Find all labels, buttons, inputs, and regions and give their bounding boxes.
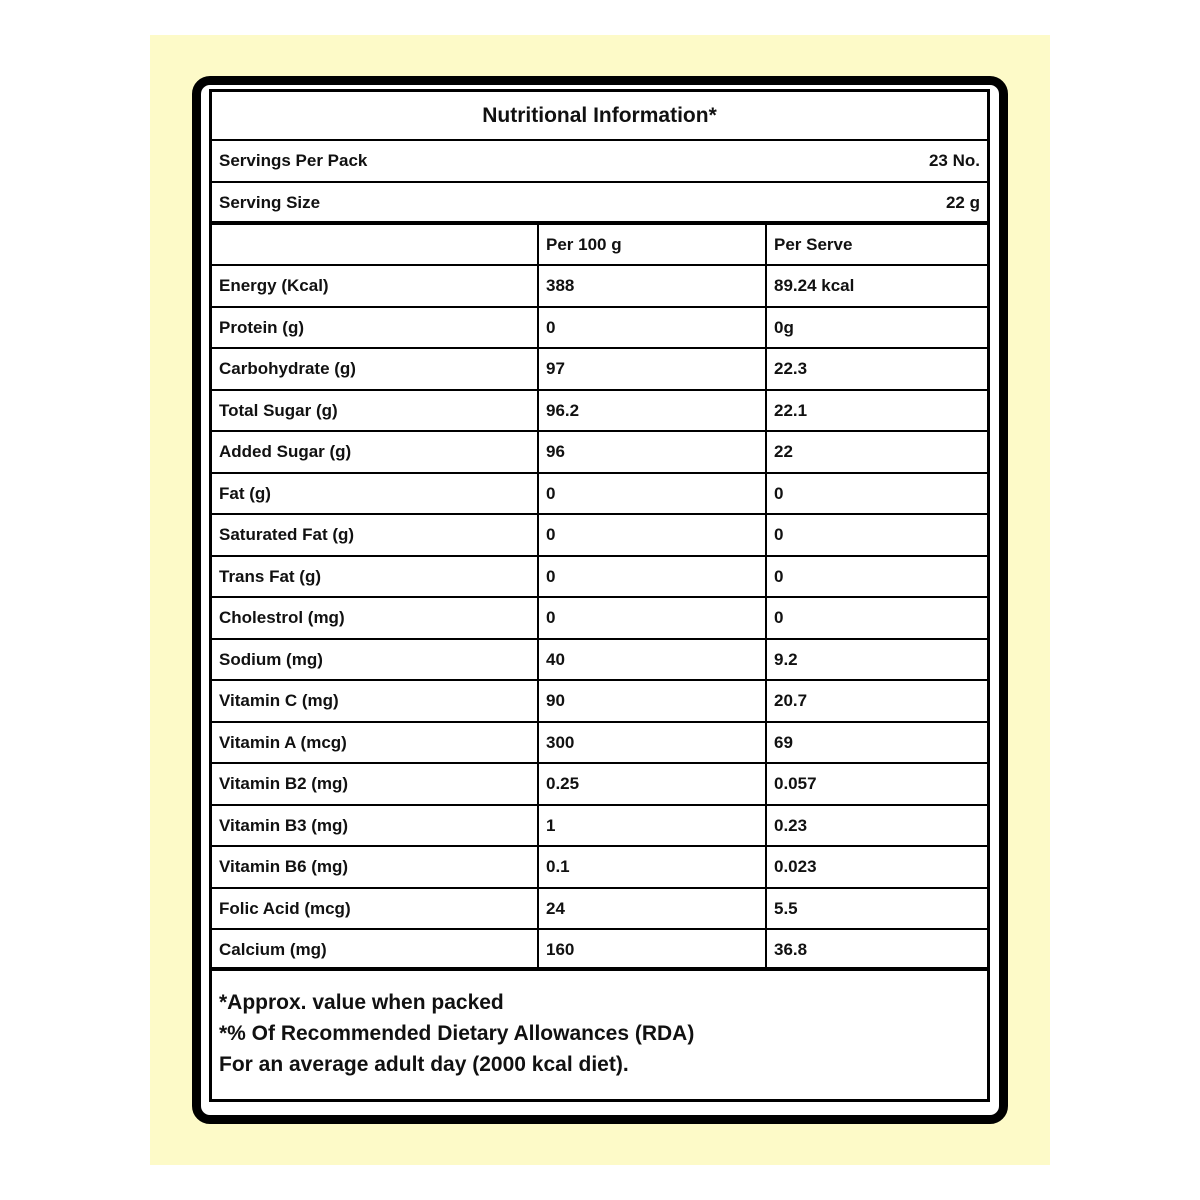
column-divider xyxy=(765,225,767,967)
nutrient-name: Vitamin A (mcg) xyxy=(219,732,347,752)
servings-per-pack-value: 23 No. xyxy=(928,151,980,170)
nutrient-name: Added Sugar (g) xyxy=(219,442,352,461)
nutrient-name: Protein (g) xyxy=(219,317,304,337)
per-serve-value: 0 xyxy=(774,525,784,544)
serving-size-row xyxy=(212,183,987,223)
column-header-nutrient xyxy=(212,225,537,265)
nutrient-name: Folic Acid (mcg) xyxy=(219,898,351,918)
per-serve-value: 22.3 xyxy=(774,359,808,378)
nutrient-name: Carbohydrate (g) xyxy=(219,359,356,378)
column-header-per-serve: Per Serve xyxy=(774,235,853,254)
per-serve-value: 0.023 xyxy=(774,857,817,876)
per-serve-value: 36.8 xyxy=(774,940,808,959)
nutrient-name: Vitamin B6 (mg) xyxy=(219,857,349,876)
thick-divider xyxy=(212,967,987,971)
footnote-line: For an average adult day (2000 kcal diet). xyxy=(219,1053,629,1076)
per-serve-value: 0.057 xyxy=(774,774,817,793)
nutrient-name: Saturated Fat (g) xyxy=(219,525,355,544)
per-100g-value: 0.1 xyxy=(546,857,570,876)
serving-size-value: 22 g xyxy=(945,193,980,212)
nutrient-name: Vitamin C (mg) xyxy=(219,691,339,710)
nutrient-name: Cholestrol (mg) xyxy=(219,608,345,627)
nutrient-name: Energy (Kcal) xyxy=(219,276,329,295)
column-header-per-100g: Per 100 g xyxy=(546,235,622,254)
nutrient-name: Sodium (mg) xyxy=(219,649,323,669)
serving-size-label: Serving Size xyxy=(219,193,321,212)
per-serve-value: 0g xyxy=(774,317,794,337)
column-divider xyxy=(537,225,539,967)
per-serve-value: 5.5 xyxy=(774,898,798,918)
per-serve-value: 69 xyxy=(774,732,793,752)
per-100g-value: 160 xyxy=(546,940,575,959)
nutrient-name: Vitamin B3 (mg) xyxy=(219,815,349,835)
footnotes xyxy=(219,987,979,1080)
per-serve-value: 89.24 kcal xyxy=(774,276,855,295)
per-serve-value: 0 xyxy=(774,566,784,586)
per-100g-value: 24 xyxy=(546,898,565,918)
nutrient-name: Fat (g) xyxy=(219,483,271,503)
per-100g-value: 90 xyxy=(546,691,565,710)
per-100g-value: 0 xyxy=(546,525,556,544)
per-serve-value: 9.2 xyxy=(774,649,798,669)
nutrition-table xyxy=(209,89,990,1102)
per-100g-value: 0 xyxy=(546,566,556,586)
per-100g-value: 1 xyxy=(546,815,556,835)
per-100g-value: 0.25 xyxy=(546,774,580,793)
footnote-line: *% Of Recommended Dietary Allowances (RDA) xyxy=(219,1022,695,1045)
per-100g-value: 96.2 xyxy=(546,400,580,420)
footnote-line: *Approx. value when packed xyxy=(219,991,504,1014)
per-serve-value: 20.7 xyxy=(774,691,808,710)
per-100g-value: 388 xyxy=(546,276,575,295)
per-serve-value: 22.1 xyxy=(774,400,808,420)
per-100g-value: 97 xyxy=(546,359,565,378)
per-serve-value: 0 xyxy=(774,608,784,627)
per-100g-value: 0 xyxy=(546,317,556,337)
servings-per-pack-row xyxy=(212,141,987,181)
nutrient-name: Vitamin B2 (mg) xyxy=(219,774,349,793)
per-100g-value: 300 xyxy=(546,732,575,752)
nutrient-name: Calcium (mg) xyxy=(219,940,327,959)
per-100g-value: 0 xyxy=(546,608,556,627)
nutrient-name: Trans Fat (g) xyxy=(219,566,322,586)
per-100g-value: 96 xyxy=(546,442,565,461)
per-serve-value: 0 xyxy=(774,483,784,503)
per-100g-value: 40 xyxy=(546,649,565,669)
per-serve-value: 0.23 xyxy=(774,815,808,835)
per-100g-value: 0 xyxy=(546,483,556,503)
per-serve-value: 22 xyxy=(774,442,793,461)
table-title: Nutritional Information* xyxy=(482,103,717,127)
nutrient-name: Total Sugar (g) xyxy=(219,400,338,420)
servings-per-pack-label: Servings Per Pack xyxy=(219,151,368,170)
